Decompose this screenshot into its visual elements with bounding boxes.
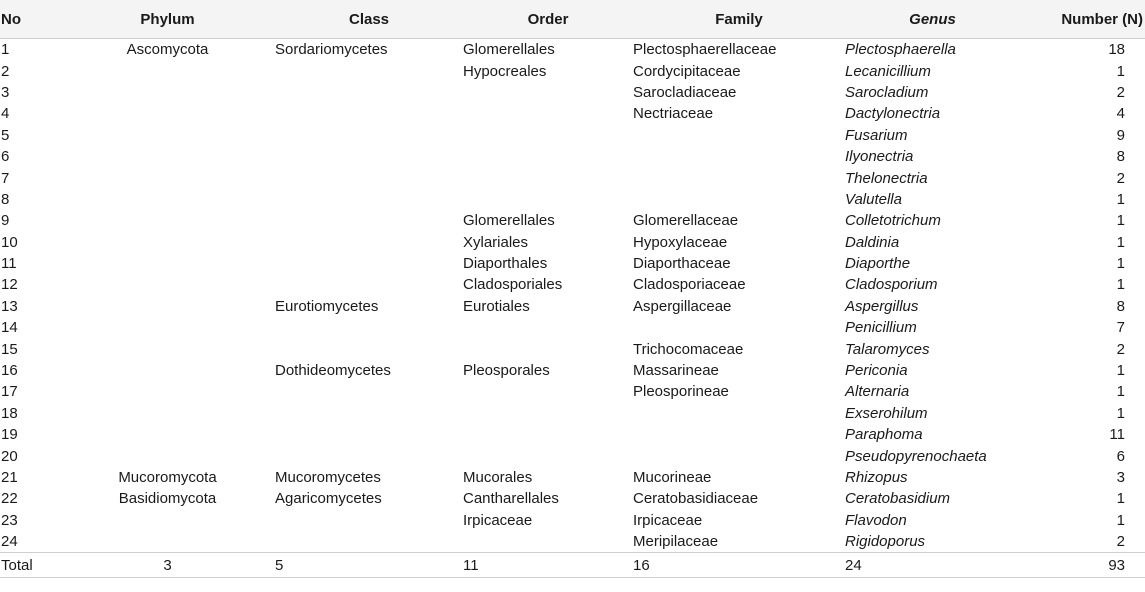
cell-genus: Alternaria xyxy=(845,383,910,401)
total-cell-class: 5 xyxy=(275,553,463,578)
cell-order xyxy=(463,189,633,210)
cell-family: Diaporthaceae xyxy=(633,255,731,273)
cell-order xyxy=(463,317,633,338)
cell-number: 2 xyxy=(1116,83,1125,101)
cell-order xyxy=(463,403,633,424)
cell-order xyxy=(463,424,633,445)
table-row xyxy=(0,531,1145,553)
cell-no: 4 xyxy=(1,105,10,123)
table-row xyxy=(0,103,1145,124)
cell-class xyxy=(275,317,463,338)
cell-no: 19 xyxy=(1,426,18,444)
cell-order xyxy=(463,445,633,466)
cell-genus: Rigidoporus xyxy=(845,533,926,551)
cell-class xyxy=(275,403,463,424)
cell-no: 6 xyxy=(1,148,10,166)
cell-number: 1 xyxy=(1116,383,1125,401)
cell-number: 1 xyxy=(1116,490,1125,508)
cell-class xyxy=(275,381,463,402)
cell-order xyxy=(463,82,633,103)
cell-number: 8 xyxy=(1116,148,1125,166)
cell-number: 2 xyxy=(1116,340,1125,358)
cell-order xyxy=(463,103,633,124)
cell-order: Mucorales xyxy=(463,469,533,486)
cell-class xyxy=(275,274,463,295)
total-row xyxy=(0,553,1145,578)
table-row xyxy=(0,360,1145,381)
cell-genus: Pseudopyrenochaeta xyxy=(845,447,987,465)
cell-class xyxy=(275,232,463,253)
cell-order xyxy=(463,338,633,359)
cell-order: Xylariales xyxy=(463,233,529,251)
cell-genus: Valutella xyxy=(845,190,902,208)
cell-genus: Ceratobasidium xyxy=(845,490,951,508)
cell-phylum xyxy=(60,317,275,338)
cell-family xyxy=(633,445,845,466)
cell-class: Sordariomycetes xyxy=(275,41,388,59)
cell-number: 3 xyxy=(1116,469,1125,486)
cell-no: 21 xyxy=(1,469,18,486)
cell-no: 15 xyxy=(1,340,18,358)
cell-family: Pleosporineae xyxy=(633,383,729,401)
cell-family xyxy=(633,125,845,146)
cell-no: 5 xyxy=(1,126,10,144)
header-no: No xyxy=(0,0,60,39)
cell-no: 14 xyxy=(1,319,18,337)
cell-no: 1 xyxy=(1,41,10,59)
cell-phylum xyxy=(60,167,275,188)
cell-no: 18 xyxy=(1,404,18,422)
cell-phylum xyxy=(60,403,275,424)
cell-number: 8 xyxy=(1116,297,1125,315)
cell-class xyxy=(275,82,463,103)
table-row xyxy=(0,488,1145,509)
cell-class: Dothideomycetes xyxy=(275,362,391,380)
cell-genus: Daldinia xyxy=(845,233,900,251)
cell-genus: Thelonectria xyxy=(845,169,928,187)
cell-order xyxy=(463,125,633,146)
cell-number: 1 xyxy=(1116,190,1125,208)
cell-order: Diaporthales xyxy=(463,255,548,273)
cell-phylum xyxy=(60,103,275,124)
cell-family: Sarocladiaceae xyxy=(633,83,737,101)
cell-class: Eurotiomycetes xyxy=(275,297,379,315)
cell-number: 1 xyxy=(1116,212,1125,230)
cell-number: 1 xyxy=(1116,62,1125,80)
cell-order: Cantharellales xyxy=(463,490,559,508)
cell-class xyxy=(275,531,463,553)
cell-order: Eurotiales xyxy=(463,297,530,315)
cell-order: Pleosporales xyxy=(463,362,550,380)
cell-class xyxy=(275,189,463,210)
cell-class xyxy=(275,210,463,231)
cell-genus: Paraphoma xyxy=(845,426,923,444)
cell-number: 4 xyxy=(1116,105,1125,123)
cell-phylum xyxy=(60,210,275,231)
table-row xyxy=(0,189,1145,210)
table-row xyxy=(0,146,1145,167)
cell-genus: Aspergillus xyxy=(845,297,919,315)
table-header xyxy=(0,0,1145,39)
table-row xyxy=(0,39,1145,61)
header-class: Class xyxy=(275,0,463,39)
cell-family: Nectriaceae xyxy=(633,105,714,123)
table-row xyxy=(0,317,1145,338)
cell-family: Aspergillaceae xyxy=(633,297,732,315)
cell-phylum xyxy=(60,274,275,295)
cell-family xyxy=(633,424,845,445)
cell-number: 1 xyxy=(1116,276,1125,294)
cell-no: 2 xyxy=(1,62,10,80)
cell-number: 1 xyxy=(1116,404,1125,422)
cell-number: 2 xyxy=(1116,169,1125,187)
cell-phylum xyxy=(60,253,275,274)
cell-order: Glomerellales xyxy=(463,212,555,230)
cell-family xyxy=(633,189,845,210)
cell-no: 13 xyxy=(1,297,18,315)
table-row xyxy=(0,381,1145,402)
cell-number: 18 xyxy=(1108,41,1125,59)
cell-phylum xyxy=(60,360,275,381)
cell-order xyxy=(463,531,633,553)
cell-phylum xyxy=(60,146,275,167)
cell-no: 16 xyxy=(1,362,18,380)
header-genus: Genus xyxy=(845,0,1020,39)
cell-no: 23 xyxy=(1,511,18,529)
cell-genus: Fusarium xyxy=(845,126,908,144)
cell-order xyxy=(463,167,633,188)
cell-no: 3 xyxy=(1,83,10,101)
cell-genus: Lecanicillium xyxy=(845,62,931,80)
cell-number: 11 xyxy=(1109,426,1125,444)
cell-family: Cladosporiaceae xyxy=(633,276,746,294)
cell-genus: Flavodon xyxy=(845,511,907,529)
header-family: Family xyxy=(633,0,845,39)
cell-phylum xyxy=(60,232,275,253)
table-row xyxy=(0,467,1145,488)
cell-family xyxy=(633,167,845,188)
header-number: Number (N) xyxy=(1020,0,1145,39)
cell-family: Cordycipitaceae xyxy=(633,62,741,80)
table-row xyxy=(0,424,1145,445)
cell-family: Trichocomaceae xyxy=(633,340,744,358)
cell-class xyxy=(275,146,463,167)
cell-genus: Cladosporium xyxy=(845,276,938,294)
table-row xyxy=(0,403,1145,424)
cell-class: Agaricomycetes xyxy=(275,490,382,508)
table-row xyxy=(0,232,1145,253)
cell-class: Mucoromycetes xyxy=(275,469,381,486)
cell-class xyxy=(275,445,463,466)
cell-class xyxy=(275,510,463,531)
cell-family: Glomerellaceae xyxy=(633,212,739,230)
total-cell-number: 93 xyxy=(1020,553,1145,578)
table-row xyxy=(0,338,1145,359)
cell-genus: Ilyonectria xyxy=(845,148,914,166)
cell-class xyxy=(275,253,463,274)
cell-number: 1 xyxy=(1116,511,1125,529)
cell-order: Irpicaceae xyxy=(463,511,533,529)
cell-no: 20 xyxy=(1,447,18,465)
cell-family: Mucorineae xyxy=(633,469,712,486)
cell-family: Plectosphaerellaceae xyxy=(633,41,777,59)
cell-no: 24 xyxy=(1,533,18,551)
cell-genus: Exserohilum xyxy=(845,404,928,422)
cell-phylum xyxy=(60,424,275,445)
cell-class xyxy=(275,103,463,124)
header-order: Order xyxy=(463,0,633,39)
cell-phylum xyxy=(60,510,275,531)
cell-phylum: Ascomycota xyxy=(126,41,209,59)
table-row xyxy=(0,167,1145,188)
cell-no: 22 xyxy=(1,490,18,508)
cell-phylum: Mucoromycota xyxy=(118,469,217,486)
cell-no: 8 xyxy=(1,190,10,208)
total-cell-phylum: 3 xyxy=(60,553,275,578)
cell-number: 7 xyxy=(1116,319,1125,337)
cell-number: 2 xyxy=(1116,533,1125,551)
cell-family xyxy=(633,146,845,167)
cell-genus: Diaporthe xyxy=(845,255,911,273)
table-row xyxy=(0,82,1145,103)
cell-order: Hypocreales xyxy=(463,62,547,80)
cell-family: Ceratobasidiaceae xyxy=(633,490,759,508)
cell-genus: Penicillium xyxy=(845,319,917,337)
cell-order xyxy=(463,146,633,167)
cell-phylum xyxy=(60,381,275,402)
table-row xyxy=(0,60,1145,81)
cell-family xyxy=(633,403,845,424)
header-phylum: Phylum xyxy=(60,0,275,39)
cell-phylum: Basidiomycota xyxy=(118,490,217,508)
total-cell-order: 11 xyxy=(463,553,633,578)
cell-order: Cladosporiales xyxy=(463,276,563,294)
cell-number: 1 xyxy=(1116,233,1125,251)
cell-genus: Plectosphaerella xyxy=(845,41,956,59)
cell-number: 9 xyxy=(1116,126,1125,144)
cell-family xyxy=(633,317,845,338)
cell-family: Irpicaceae xyxy=(633,511,703,529)
table-body xyxy=(0,39,1145,578)
cell-genus: Sarocladium xyxy=(845,83,929,101)
cell-genus: Dactylonectria xyxy=(845,105,941,123)
table-row xyxy=(0,210,1145,231)
cell-number: 6 xyxy=(1116,447,1125,465)
table-row xyxy=(0,510,1145,531)
cell-genus: Periconia xyxy=(845,362,908,380)
cell-phylum xyxy=(60,82,275,103)
cell-no: 12 xyxy=(1,276,18,294)
cell-no: 9 xyxy=(1,212,10,230)
cell-genus: Rhizopus xyxy=(845,469,908,486)
table-row xyxy=(0,445,1145,466)
table-row xyxy=(0,125,1145,146)
total-cell-no: Total xyxy=(0,553,60,578)
cell-phylum xyxy=(60,296,275,317)
cell-number: 1 xyxy=(1116,255,1125,273)
cell-family: Meripilaceae xyxy=(633,533,719,551)
cell-phylum xyxy=(60,445,275,466)
cell-genus: Talaromyces xyxy=(845,340,930,358)
cell-order: Glomerellales xyxy=(463,41,555,59)
total-cell-genus: 24 xyxy=(845,553,1020,578)
cell-genus: Colletotrichum xyxy=(845,212,941,230)
table-row xyxy=(0,274,1145,295)
cell-phylum xyxy=(60,125,275,146)
cell-phylum xyxy=(60,189,275,210)
cell-phylum xyxy=(60,531,275,553)
table-row xyxy=(0,296,1145,317)
cell-family: Massarineae xyxy=(633,362,719,380)
cell-number: 1 xyxy=(1116,362,1125,380)
table-row xyxy=(0,253,1145,274)
cell-phylum xyxy=(60,60,275,81)
cell-class xyxy=(275,125,463,146)
cell-no: 11 xyxy=(1,255,17,273)
cell-order xyxy=(463,381,633,402)
cell-class xyxy=(275,424,463,445)
cell-class xyxy=(275,60,463,81)
cell-no: 7 xyxy=(1,169,10,187)
cell-class xyxy=(275,338,463,359)
cell-class xyxy=(275,167,463,188)
cell-phylum xyxy=(60,338,275,359)
cell-no: 17 xyxy=(1,383,18,401)
total-cell-family: 16 xyxy=(633,553,845,578)
cell-family: Hypoxylaceae xyxy=(633,233,728,251)
cell-no: 10 xyxy=(1,233,18,251)
header-row xyxy=(0,0,1145,39)
